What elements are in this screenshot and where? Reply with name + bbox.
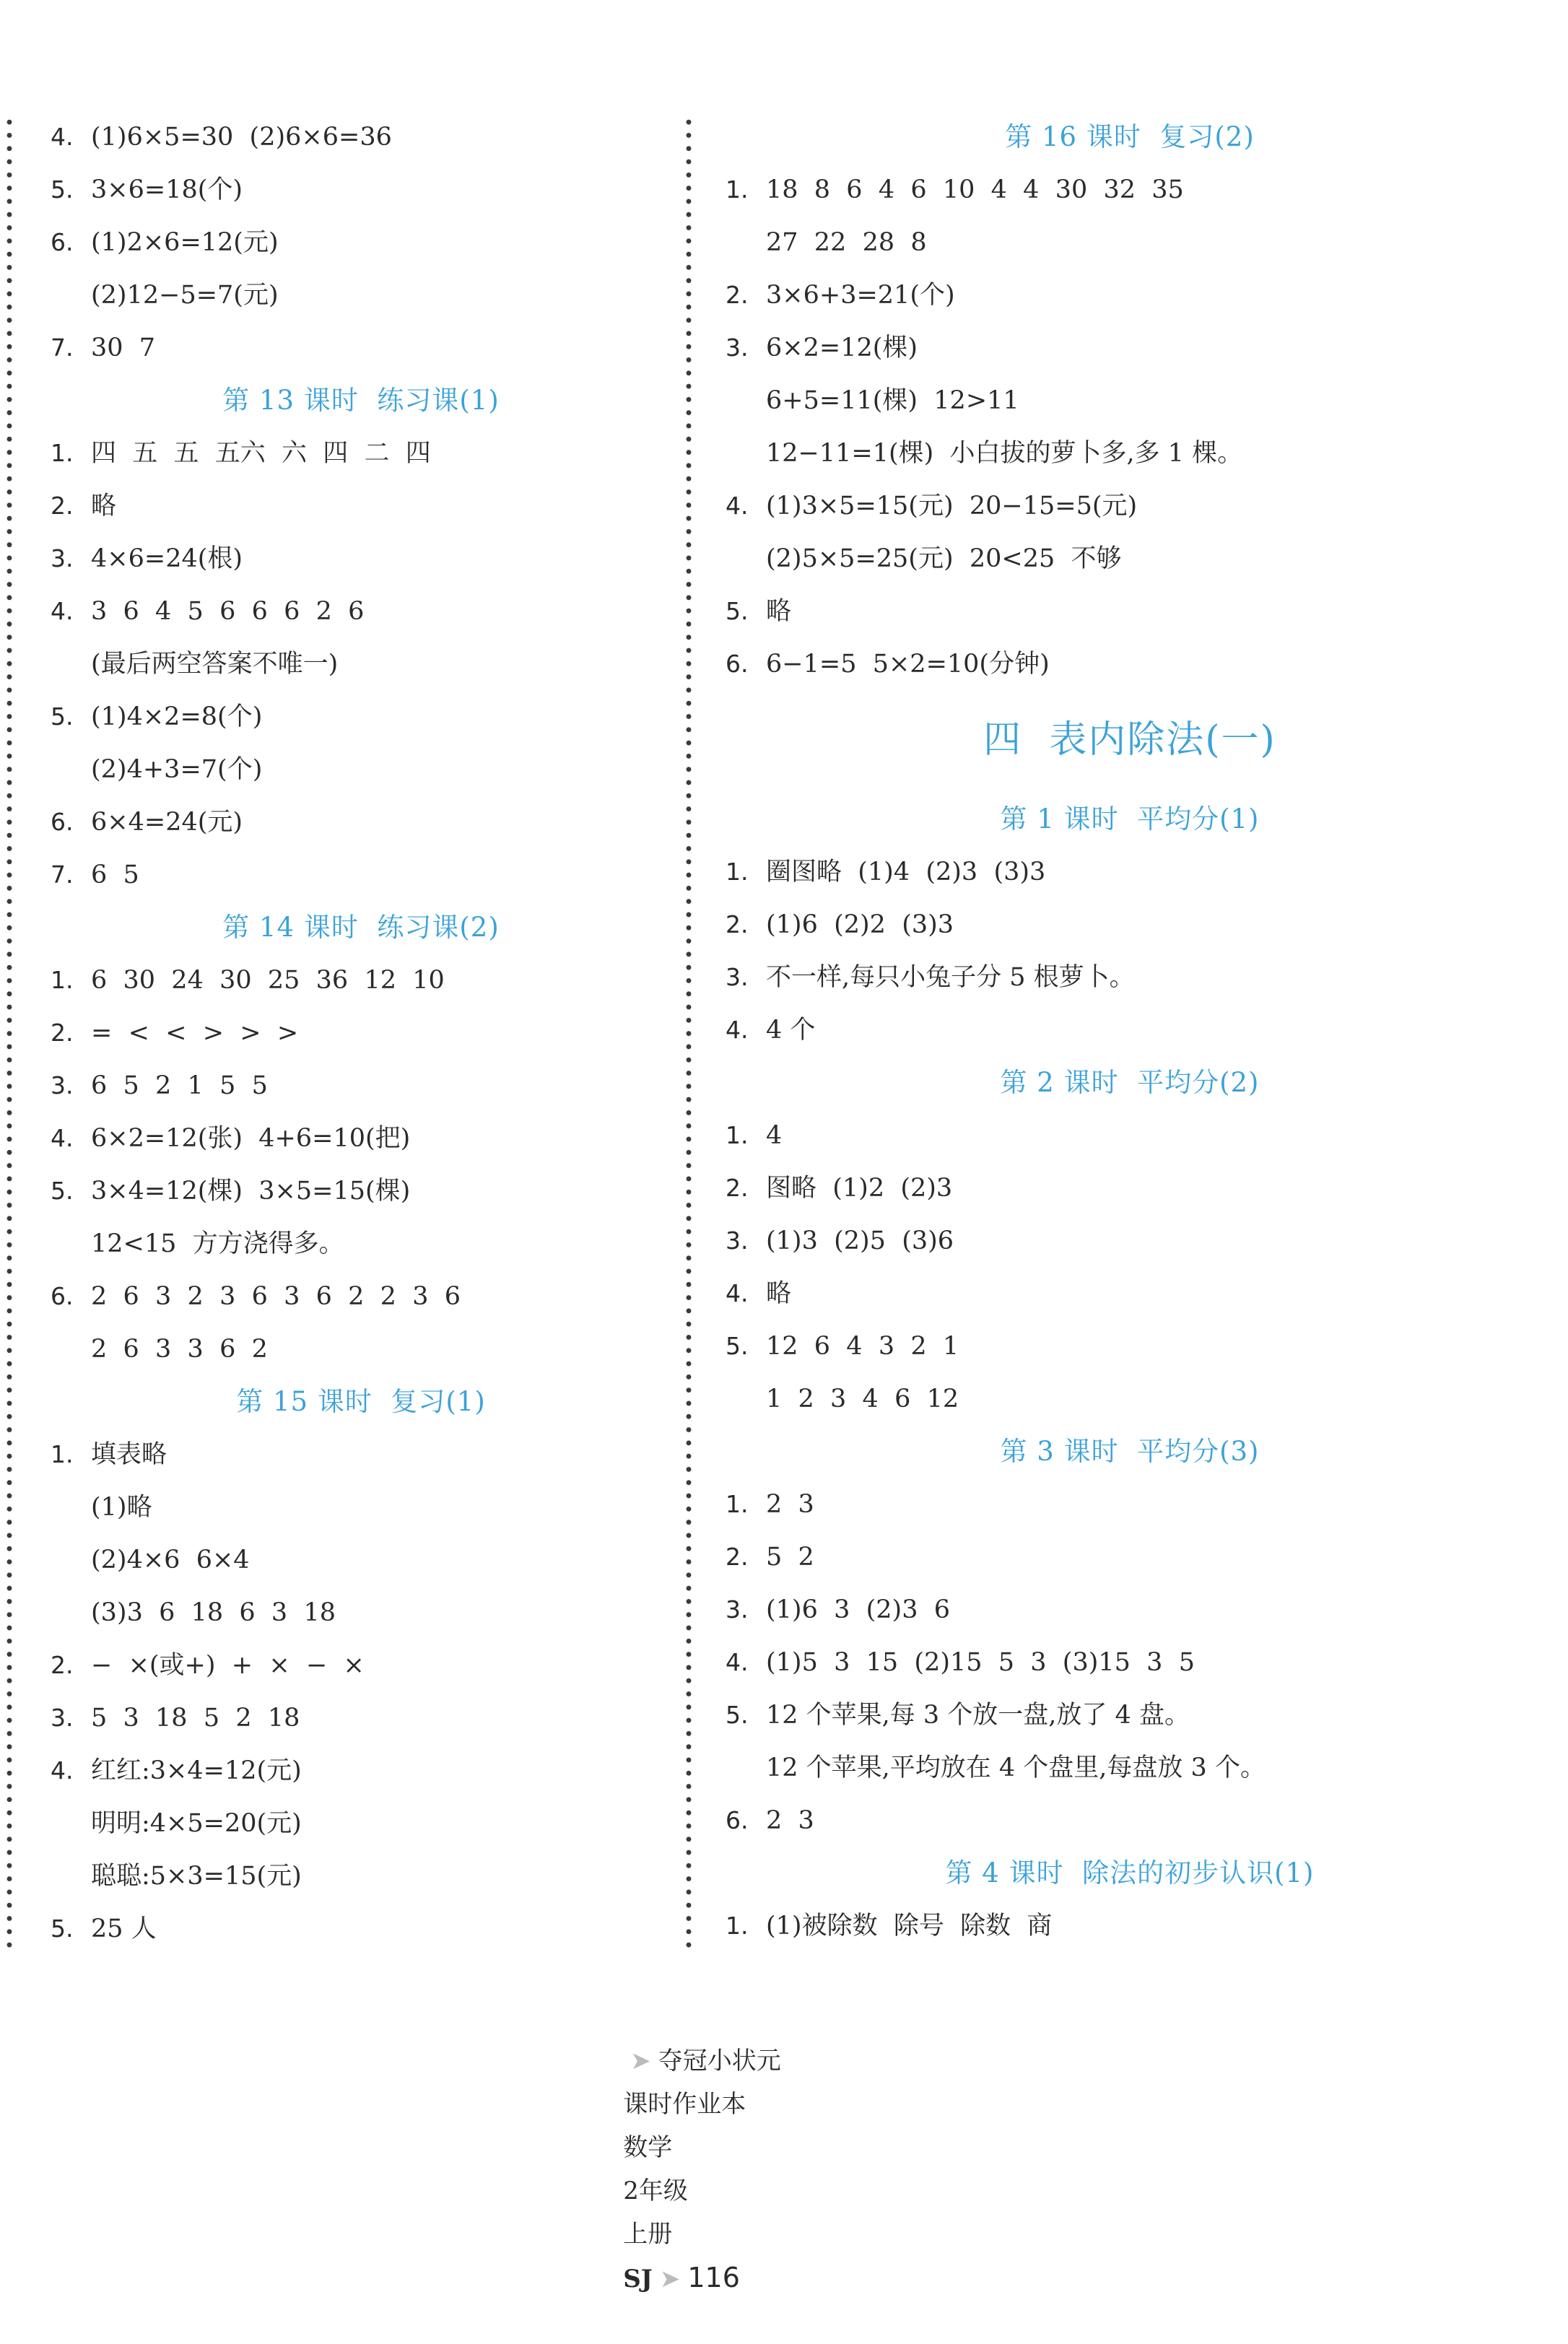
answer-line (51, 1644, 365, 1687)
question-number: 1. (726, 1121, 749, 1149)
answer-line (726, 1588, 950, 1631)
question-number: 3. (51, 1071, 74, 1099)
answer-line (51, 1696, 300, 1740)
answer-line (51, 695, 262, 739)
question-number: 4. (726, 492, 749, 520)
answer-line (51, 537, 243, 580)
question-number: 2. (726, 910, 749, 938)
answer-line (51, 274, 279, 317)
answer-line (726, 1377, 959, 1421)
question-number: 3. (726, 963, 749, 991)
answer-line (726, 1904, 1052, 1948)
answer-text: 6×2=12(棵) (766, 334, 918, 362)
left-dotted-margin (6, 116, 13, 1949)
answer-line (726, 1272, 791, 1315)
answer-text: 1 2 3 4 6 12 (766, 1385, 959, 1413)
answer-text: (2)4+3=7(个) (91, 755, 263, 784)
question-number: 2. (726, 1543, 749, 1571)
answer-line (726, 1008, 815, 1052)
answer-line (51, 116, 392, 159)
answer-text: 12 个苹果,每 3 个放一盘,放了 4 盘。 (766, 1701, 1190, 1730)
question-number: 1. (726, 175, 749, 204)
answer-text: 3×4=12(棵) 3×5=15(棵) (91, 1177, 411, 1206)
answer-line (51, 1855, 302, 1898)
lesson-heading: 第 2 课时 平均分(2) (1000, 1067, 1260, 1098)
answer-text: (1)5 3 15 (2)15 5 3 (3)15 3 5 (766, 1648, 1195, 1677)
answer-line (726, 642, 1050, 686)
question-number: 2. (51, 1651, 74, 1679)
question-number: 3. (726, 334, 749, 362)
answer-text: 四 五 五 五六 六 四 二 四 (91, 439, 431, 468)
question-number: 7. (51, 334, 74, 362)
answer-text: 12−11=1(棵) 小白拔的萝卜多,多 1 棵。 (766, 439, 1243, 468)
question-number: 6. (51, 1282, 74, 1310)
page-footer (592, 1996, 781, 2293)
answer-text: 2 6 3 3 6 2 (91, 1335, 268, 1364)
question-number: 6. (51, 808, 74, 836)
answer-line (51, 1749, 302, 1792)
answer-text: 12<15 方方浇得多。 (91, 1229, 344, 1258)
question-number: 4. (51, 1124, 74, 1152)
question-number: 2. (51, 1019, 74, 1047)
answer-text: 4×6=24(根) (91, 544, 243, 573)
lesson-heading: 第 13 课时 练习课(1) (222, 385, 500, 416)
answer-text: 圈图略 (1)4 (2)3 (3)3 (766, 858, 1046, 886)
answer-line (726, 537, 1122, 580)
answer-text: 4 个 (766, 1016, 816, 1045)
answer-line (726, 1325, 959, 1368)
answer-line (726, 1167, 952, 1210)
question-number: 3. (726, 1595, 749, 1624)
answer-line (726, 1114, 782, 1157)
footer-subject: 数学 (623, 2133, 673, 2162)
question-number: 2. (726, 281, 749, 309)
answer-text: 6+5=11(棵) 12>11 (766, 386, 1019, 415)
lesson-heading: 第 3 课时 平均分(3) (1000, 1436, 1260, 1467)
lesson-heading: 第 1 课时 平均分(1) (1000, 803, 1260, 835)
answer-text: 5 2 (766, 1543, 814, 1572)
question-number: 4. (51, 123, 74, 151)
answer-line (726, 379, 1019, 422)
answer-text: 6 30 24 30 25 36 12 10 (91, 966, 445, 995)
answer-text: (1)2×6=12(元) (91, 228, 279, 257)
answer-line (726, 1746, 1266, 1790)
answer-line (51, 1011, 298, 1055)
answer-text: (1)3×5=15(元) 20−15=5(元) (766, 492, 1138, 520)
answer-line (726, 274, 955, 317)
question-number: 5. (51, 1177, 74, 1205)
question-number: 1. (51, 1440, 74, 1468)
answer-text: (2)12−5=7(元) (91, 281, 279, 310)
answer-text: (最后两空答案不唯一) (91, 650, 339, 679)
answer-text: 2 6 3 2 3 6 3 6 2 2 3 6 (91, 1282, 461, 1311)
answer-text: 2 3 (766, 1806, 814, 1835)
question-number: 4. (51, 1756, 74, 1785)
answer-text: 略 (91, 492, 117, 520)
question-number: 4. (51, 597, 74, 625)
answer-line (51, 1328, 268, 1371)
answer-text: 3×6=18(个) (91, 175, 243, 204)
answer-text: 6×2=12(张) 4+6=10(把) (91, 1124, 411, 1153)
question-number: 3. (51, 544, 74, 572)
lesson-heading: 第 16 课时 复习(2) (1005, 121, 1255, 152)
answer-line (51, 801, 243, 844)
question-number: 1. (51, 966, 74, 994)
answer-line (51, 590, 364, 633)
lesson-heading: 第 14 课时 练习课(2) (222, 912, 500, 943)
question-number: 1. (726, 858, 749, 886)
question-number: 6. (726, 1806, 749, 1834)
question-number: 1. (726, 1490, 749, 1518)
answer-line (726, 1799, 814, 1842)
footer-brand: 夺冠小状元 (658, 2047, 781, 2075)
answer-line (726, 903, 954, 946)
answer-line (726, 326, 918, 370)
answer-line (726, 432, 1242, 475)
answer-line (51, 168, 243, 212)
question-number: 5. (51, 175, 74, 204)
arrow-icon: ➤ (630, 2047, 651, 2075)
answer-line (51, 1591, 336, 1634)
answer-line (51, 1486, 152, 1529)
answer-line (51, 1169, 410, 1213)
footer-book: 课时作业本 (623, 2090, 746, 2119)
answer-line (726, 221, 927, 264)
question-number: 3. (726, 1227, 749, 1255)
answer-text: (3)3 6 18 6 3 18 (91, 1598, 336, 1627)
answer-line (51, 1802, 302, 1845)
answer-line (51, 484, 116, 528)
answer-line (726, 850, 1045, 894)
footer-grade: 2年级 (623, 2177, 688, 2205)
answer-text: 明明:4×5=20(元) (91, 1809, 302, 1838)
answer-text: 图略 (1)2 (2)3 (766, 1174, 953, 1203)
answer-line (726, 1219, 954, 1263)
answer-text: (1)6×5=30 (2)6×6=36 (91, 123, 392, 152)
center-dotted-divider (685, 116, 692, 1949)
answer-text: 6 5 (91, 861, 139, 889)
footer-edition: SJ (623, 2265, 653, 2293)
arrow-icon: ➤ (659, 2265, 681, 2293)
answer-text: 30 7 (91, 334, 156, 362)
answer-text: 填表略 (91, 1440, 167, 1469)
answer-line (726, 168, 1184, 212)
answer-text: 4 (766, 1121, 783, 1150)
answer-line (51, 959, 445, 1002)
question-number: 1. (726, 1912, 749, 1940)
answer-line (726, 590, 791, 633)
answer-text: 略 (766, 597, 792, 626)
answer-text: 聪聪:5×3=15(元) (91, 1862, 302, 1891)
answer-line (51, 1222, 344, 1265)
answer-text: 3×6+3=21(个) (766, 281, 955, 310)
answer-text: 3 6 4 5 6 6 6 2 6 (91, 597, 365, 626)
answer-line (51, 1907, 157, 1951)
answer-line (726, 1535, 814, 1579)
answer-text: 6 5 2 1 5 5 (91, 1071, 268, 1100)
question-number: 6. (51, 228, 74, 256)
answer-text: 不一样,每只小兔子分 5 根萝卜。 (766, 963, 1135, 992)
answer-text: 5 3 18 5 2 18 (91, 1704, 300, 1733)
answer-text: (1)略 (91, 1493, 152, 1522)
answer-line (726, 1641, 1195, 1684)
answer-text: (1)被除数 除号 除数 商 (766, 1912, 1053, 1940)
answer-text: 18 8 6 4 6 10 4 4 30 32 35 (766, 175, 1184, 204)
question-number: 4. (726, 1279, 749, 1307)
answer-line (51, 432, 431, 475)
question-number: 2. (726, 1174, 749, 1202)
question-number: 5. (726, 1701, 749, 1729)
question-number: 5. (51, 1914, 74, 1943)
answer-text: 12 6 4 3 2 1 (766, 1332, 959, 1361)
question-number: 4. (726, 1648, 749, 1676)
page-number: 116 (687, 2262, 740, 2293)
answer-text: (1)4×2=8(个) (91, 702, 263, 731)
footer-volume: 上册 (623, 2220, 673, 2249)
answer-line (726, 484, 1137, 528)
answer-line (51, 748, 262, 791)
question-number: 2. (51, 492, 74, 520)
question-number: 3. (51, 1704, 74, 1732)
answer-text: 6×4=24(元) (91, 808, 243, 837)
answer-text: (2)5×5=25(元) 20<25 不够 (766, 544, 1122, 573)
question-number: 7. (51, 861, 74, 889)
answer-line (51, 221, 279, 264)
answer-line (726, 1483, 814, 1526)
answer-line (51, 326, 155, 370)
answer-text: − ×(或+) + × − × (91, 1651, 365, 1680)
answer-line (51, 1275, 461, 1318)
answer-text: (1)6 (2)2 (3)3 (766, 910, 954, 939)
answer-text: 25 人 (91, 1914, 157, 1943)
question-number: 1. (51, 439, 74, 467)
answer-line (51, 1064, 268, 1107)
answer-line (51, 642, 338, 686)
answer-text: 27 22 28 8 (766, 228, 927, 257)
lesson-heading: 第 15 课时 复习(1) (236, 1386, 486, 1417)
answer-text: (1)6 3 (2)3 6 (766, 1595, 950, 1624)
answer-line (51, 1538, 250, 1582)
answer-text: 2 3 (766, 1490, 814, 1519)
answer-line (51, 853, 139, 897)
question-number: 5. (726, 1332, 749, 1360)
answer-text: (2)4×6 6×4 (91, 1546, 250, 1574)
answer-text: 6−1=5 5×2=10(分钟) (766, 650, 1050, 679)
question-number: 5. (51, 702, 74, 731)
answer-text: 12 个苹果,平均放在 4 个盘里,每盘放 3 个。 (766, 1753, 1266, 1782)
answer-line (726, 956, 1135, 999)
answer-line (51, 1117, 410, 1160)
answer-text: 红红:3×4=12(元) (91, 1756, 302, 1785)
answer-line (51, 1433, 167, 1476)
question-number: 5. (726, 597, 749, 625)
answer-text: = < < > > > (91, 1019, 299, 1047)
answer-text: 略 (766, 1279, 792, 1308)
lesson-heading: 第 4 课时 除法的初步认识(1) (945, 1857, 1315, 1888)
question-number: 6. (726, 650, 749, 678)
answer-text: (1)3 (2)5 (3)6 (766, 1227, 954, 1255)
answer-line (726, 1694, 1190, 1737)
question-number: 4. (726, 1016, 749, 1044)
unit-title: 四 表内除法(一) (983, 718, 1276, 762)
